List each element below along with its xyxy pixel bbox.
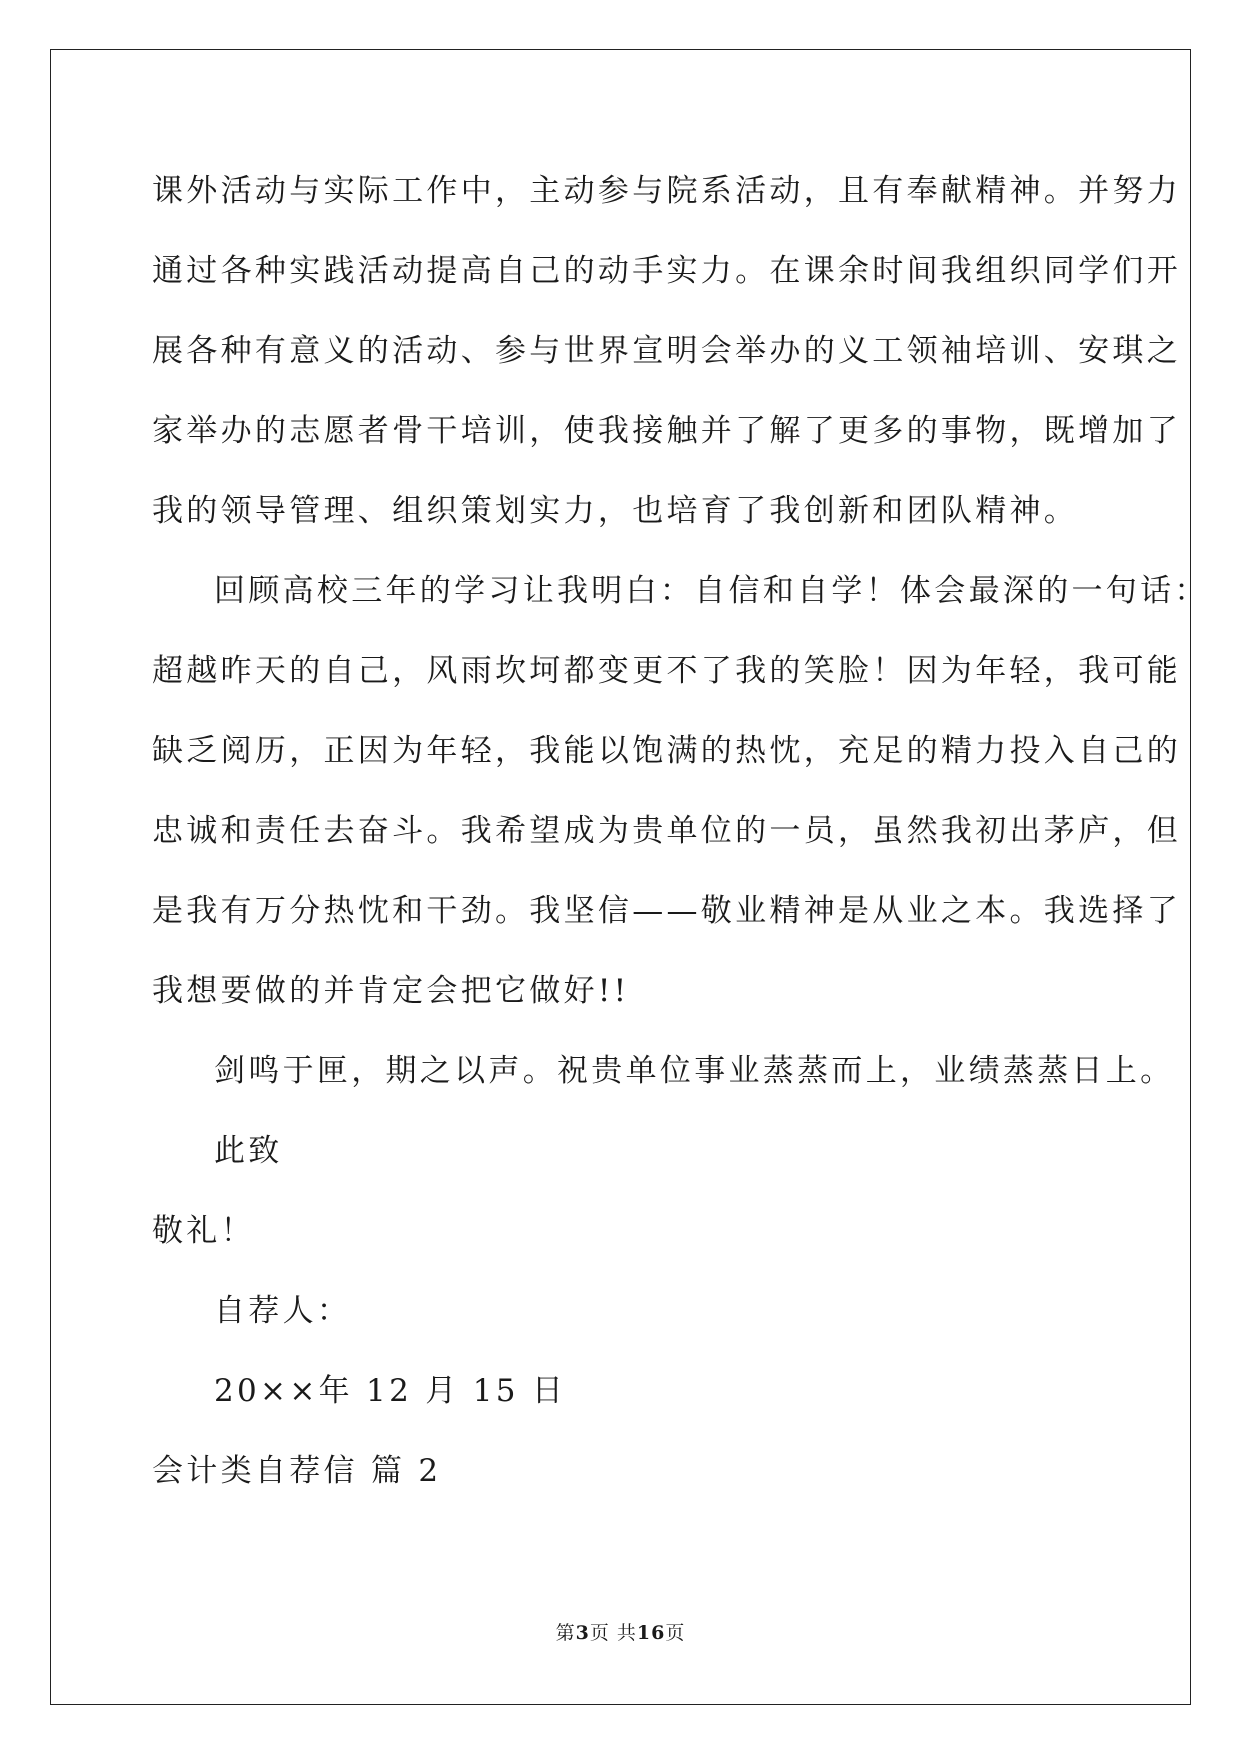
body-line: 忠诚和责任去奋斗。我希望成为贵单位的一员，虽然我初出茅庐，但	[152, 813, 1181, 849]
footer-page-number: 3	[575, 1622, 590, 1644]
footer-total-pages: 16	[636, 1622, 666, 1644]
footer-prefix: 第	[555, 1622, 576, 1644]
footer-mid: 页 共	[589, 1622, 637, 1644]
body-line: 通过各种实践活动提高自己的动手实力。在课余时间我组织同学们开	[152, 253, 1181, 289]
body-line: 是我有万分热忱和干劲。我坚信——敬业精神是从业之本。我选择了	[152, 893, 1181, 929]
body-line: 我的领导管理、组织策划实力，也培育了我创新和团队精神。	[152, 493, 1079, 529]
body-line: 展各种有意义的活动、参与世界宣明会举办的义工领袖培训、安琪之	[152, 333, 1181, 369]
footer-suffix: 页	[665, 1622, 686, 1644]
letter-date: 20××年 12 月 15 日	[214, 1373, 567, 1409]
body-line: 家举办的志愿者骨干培训，使我接触并了解了更多的事物，既增加了	[152, 413, 1181, 449]
body-line: 我想要做的并肯定会把它做好!!	[152, 973, 630, 1009]
body-line: 缺乏阅历，正因为年轻，我能以饱满的热忱，充足的精力投入自己的	[152, 733, 1181, 769]
signer-label: 自荐人：	[214, 1293, 352, 1329]
body-line: 超越昨天的自己，风雨坎坷都变更不了我的笑脸！因为年轻，我可能	[152, 653, 1181, 689]
salutation-ci-zhi: 此致	[214, 1133, 283, 1169]
salutation-jing-li: 敬礼！	[152, 1213, 255, 1249]
closing-wish: 剑鸣于匣，期之以声。祝贵单位事业蒸蒸而上，业绩蒸蒸日上。	[214, 1053, 1175, 1089]
body-line: 课外活动与实际工作中，主动参与院系活动，且有奉献精神。并努力	[152, 173, 1181, 209]
section-heading: 会计类自荐信 篇 2	[152, 1453, 442, 1489]
page-footer	[0, 1618, 1241, 1645]
body-line: 回顾高校三年的学习让我明白：自信和自学！体会最深的一句话：	[214, 573, 1209, 609]
